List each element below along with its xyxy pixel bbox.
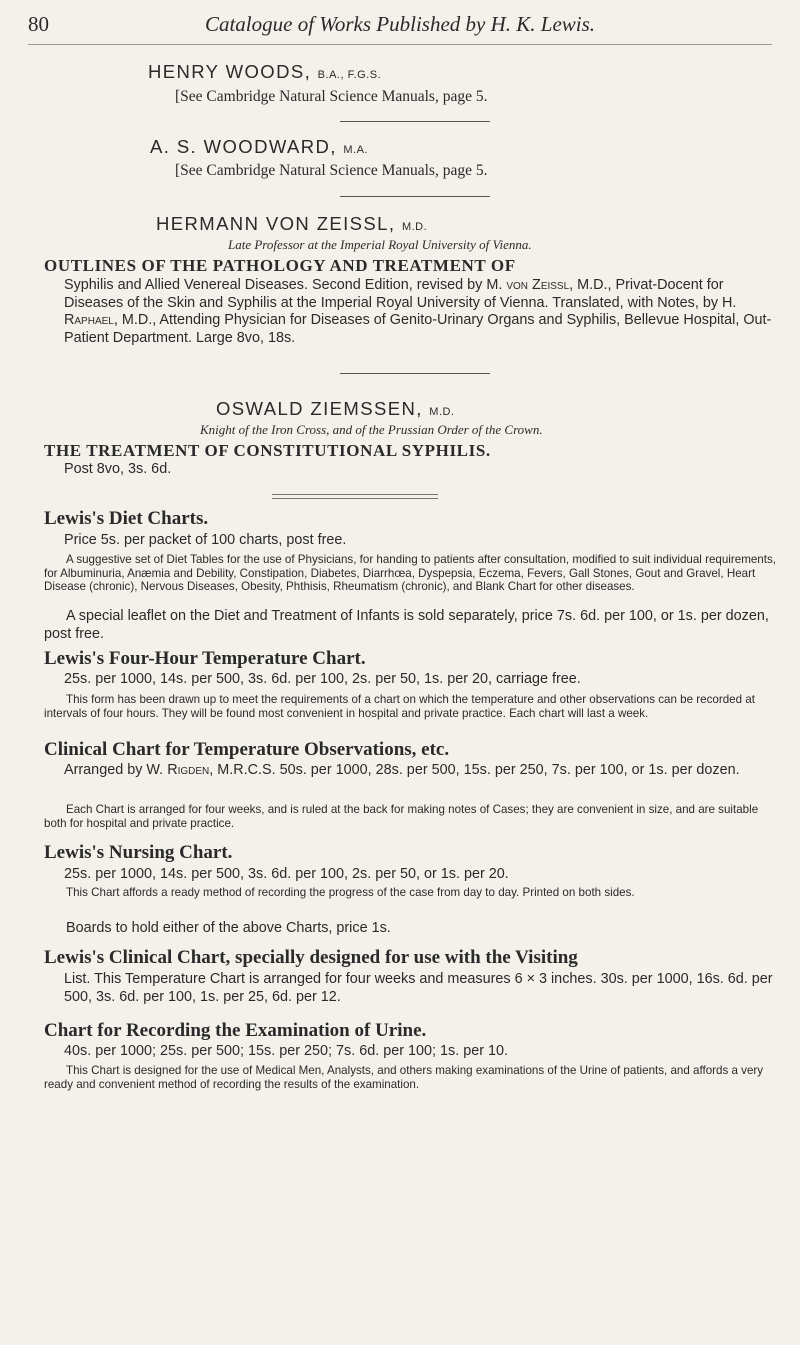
heading-clinical-chart: Clinical Chart for Temperature Observations, etc. [44, 739, 450, 760]
author-ziemssen: OSWALD ZIEMSSEN, M.D. [216, 398, 455, 419]
author-degrees: M.D. [429, 406, 455, 418]
note-diet-charts: A suggestive set of Diet Tables for the use of Physicians, for handing to patients after consultation, modified to suit individual requirements, for Albuminuria, Anæmia and Debility, Constipation, Diabetes, Diarrhœa, Dyspepsia, Eczema, Fevers, Gall Stones, Gout and Gravel, Heart Disease (chronic), Nervous Diseases, Obesity, Phthisis, Rheumatism (chronic), and Blank Chart for other diseases. [44, 553, 776, 593]
double-divider [272, 494, 438, 499]
author-degrees: M.A. [343, 144, 368, 156]
cross-reference-woods: [See Cambridge Natural Science Manuals, page 5. [175, 88, 488, 105]
heading-nursing-chart: Lewis's Nursing Chart. [44, 842, 233, 863]
boards-nursing-chart: Boards to hold either of the above Charts, price 1s. [66, 920, 391, 936]
author-subtitle-ziemssen: Knight of the Iron Cross, and of the Prussian Order of the Crown. [200, 422, 543, 437]
author-woods: HENRY WOODS, B.A., F.G.S. [148, 61, 382, 82]
cross-reference-woodward: [See Cambridge Natural Science Manuals, page 5. [175, 162, 488, 179]
leaflet-diet-charts: A special leaflet on the Diet and Treatment of Infants is sold separately, price 7s. 6d. per 100, or 1s. per dozen, post free. [44, 608, 769, 642]
author-subtitle-zeissl: Late Professor at the Imperial Royal University of Vienna. [228, 237, 532, 252]
note-four-hour-chart: This form has been drawn up to meet the requirements of a chart on which the temperature and other observations can be recorded at intervals of four hours. They will be found most convenient in hospital and private practice. Each chart will last a week. [44, 693, 755, 720]
heading-diet-charts: Lewis's Diet Charts. [44, 508, 209, 529]
book-description-zeissl: Syphilis and Allied Venereal Diseases. Second Edition, revised by M. von Zeissl, M.D., Privat-Docent for Diseases of the Skin and Syphilis at the Imperial Royal University of Vienna. Translated, with Notes, by H. Raphael, M.D., Attending Physician for Diseases of Genito-Urinary Organs and Syphilis, Bellevue Hospital, Out-Patient Department. Large 8vo, 18s. [64, 277, 772, 346]
heading-visiting-chart: Lewis's Clinical Chart, specially designed for use with the Visiting [44, 947, 578, 968]
price-nursing-chart: 25s. per 1000, 14s. per 500, 3s. 6d. per 100, 2s. per 50, or 1s. per 20. [64, 866, 509, 882]
author-woodward: A. S. WOODWARD, M.A. [150, 136, 368, 157]
author-degrees: B.A., F.G.S. [317, 69, 382, 81]
note-nursing-chart: This Chart affords a ready method of recording the progress of the case from day to day. Printed on both sides. [66, 886, 635, 899]
divider [340, 373, 490, 374]
divider [340, 196, 490, 197]
heading-urine-chart: Chart for Recording the Examination of Urine. [44, 1020, 427, 1041]
running-header [28, 12, 772, 45]
running-title: Catalogue of Works Published by H. K. Lewis. [204, 12, 596, 36]
author-degrees: M.D. [401, 221, 428, 233]
book-title-zeissl: OUTLINES OF THE PATHOLOGY AND TREATMENT OF [44, 256, 516, 275]
author-zeissl: HERMANN VON ZEISSL, M.D. [156, 213, 428, 234]
price-clinical-chart: Arranged by W. Rigden, M.R.C.S. 50s. per 1000, 28s. per 500, 15s. per 250, 7s. per 100, or 1s. per dozen. [64, 762, 740, 778]
note-clinical-chart: Each Chart is arranged for four weeks, and is ruled at the back for making notes of Cases; they are convenient in size, and are suitable both for hospital and private practice. [44, 803, 759, 830]
note-urine-chart: This Chart is designed for the use of Medical Men, Analysts, and others making examinations of the Urine of patients, and affords a very ready and convenient method of recording the results of the examination. [44, 1064, 764, 1091]
price-urine-chart: 40s. per 1000; 25s. per 500; 15s. per 250; 7s. 6d. per 100; 1s. per 10. [64, 1043, 509, 1059]
divider [340, 121, 490, 122]
price-four-hour-chart: 25s. per 1000, 14s. per 500, 3s. 6d. per 100, 2s. per 50, 1s. per 20, carriage free. [64, 671, 581, 687]
book-description-ziemssen: Post 8vo, 3s. 6d. [64, 461, 172, 477]
page-number: 80 [28, 12, 49, 36]
desc-visiting-chart: List. This Temperature Chart is arranged for four weeks and measures 6 × 3 inches. 30s. per 1000, 16s. 6d. per 500, 3s. 6d. per 100, 1s. per 25, 6d. per 12. [64, 971, 773, 1005]
heading-four-hour-chart: Lewis's Four-Hour Temperature Chart. [44, 648, 366, 669]
price-diet-charts: Price 5s. per packet of 100 charts, post free. [64, 532, 347, 548]
book-title-ziemssen: THE TREATMENT OF CONSTITUTIONAL SYPHILIS. [44, 441, 491, 460]
